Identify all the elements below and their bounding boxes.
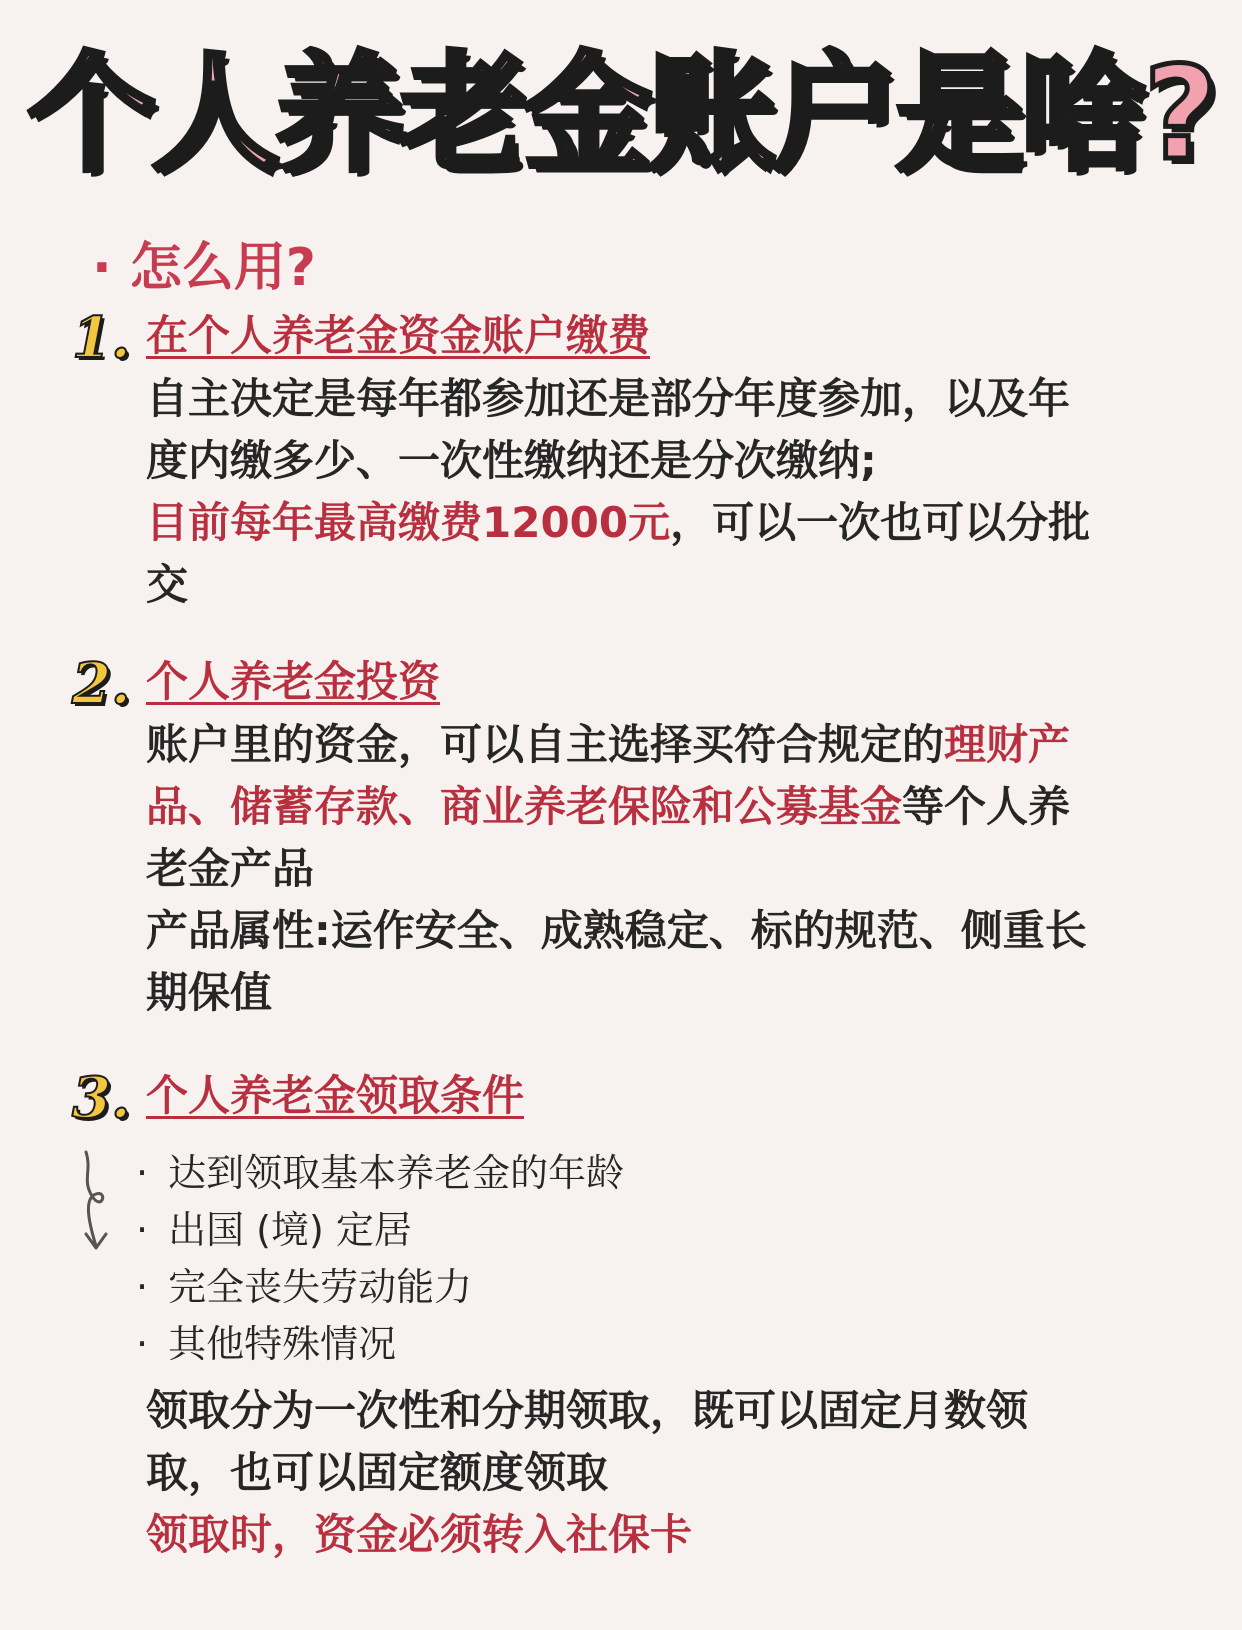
section-2-title: 个人养老金投资 bbox=[146, 657, 441, 706]
section-2-line-5: 期保值 bbox=[146, 968, 273, 1017]
list-item: · 完全丧失劳动能力 bbox=[136, 1265, 473, 1309]
list-item: · 其他特殊情况 bbox=[136, 1322, 397, 1366]
conditions-list bbox=[136, 1145, 624, 1373]
social-security-card-note: 领取时，资金必须转入社保卡 bbox=[146, 1510, 693, 1559]
section-1-highlight-rest: ，可以一次也可以分批 bbox=[670, 498, 1091, 547]
section-2-number: 2. bbox=[72, 651, 131, 717]
subheading-text: 怎么用? bbox=[129, 238, 316, 298]
section-2-line-3: 老金产品 bbox=[146, 844, 315, 893]
list-item-text: 出国 (境) 定居 bbox=[168, 1208, 412, 1252]
section-1-line-1: 自主决定是每年都参加还是部分年度参加，以及年 bbox=[146, 374, 1071, 423]
list-item: · 达到领取基本养老金的年龄 bbox=[136, 1151, 625, 1195]
section-1-line-2: 度内缴多少、一次性缴纳还是分次缴纳; bbox=[146, 436, 877, 485]
section-2-line-1-red: 理财产 bbox=[944, 720, 1071, 769]
section-3-line-1: 领取分为一次性和分期领取，既可以固定月数领 bbox=[146, 1386, 1029, 1435]
list-item: · 出国 (境) 定居 bbox=[136, 1208, 412, 1252]
list-item-text: 其他特殊情况 bbox=[168, 1322, 397, 1366]
section-3-number: 3. bbox=[72, 1065, 131, 1131]
section-1-highlight bbox=[146, 492, 1166, 554]
page-title: 个人养老金账户是啥? bbox=[27, 40, 1215, 189]
section-3-title: 个人养老金领取条件 bbox=[146, 1071, 525, 1120]
section-2-line-1 bbox=[146, 714, 1166, 776]
list-item-text: 达到领取基本养老金的年龄 bbox=[168, 1151, 625, 1195]
section-1-title: 在个人养老金资金账户缴费 bbox=[146, 311, 651, 360]
max-contribution-text: 目前每年最高缴费12000元 bbox=[146, 498, 671, 547]
section-2-line-1-plain: 账户里的资金，可以自主选择买符合规定的 bbox=[146, 720, 945, 769]
list-item-text: 完全丧失劳动能力 bbox=[168, 1265, 473, 1309]
section-2-line-4: 产品属性:运作安全、成熟稳定、标的规范、侧重长 bbox=[146, 906, 1087, 955]
subheading-bullet: · bbox=[92, 238, 112, 298]
section-1-highlight-wrap: 交 bbox=[146, 560, 189, 609]
section-1-number: 1. bbox=[72, 305, 131, 371]
section-3-line-2: 取，也可以固定额度领取 bbox=[146, 1448, 609, 1497]
section-2-line-2-plain: 等个人养 bbox=[902, 782, 1071, 831]
subheading bbox=[92, 238, 316, 298]
section-2-line-2-red: 品、储蓄存款、商业养老保险和公募基金 bbox=[146, 782, 903, 831]
curly-arrow-icon bbox=[78, 1150, 118, 1260]
section-2-line-2 bbox=[146, 776, 1166, 838]
